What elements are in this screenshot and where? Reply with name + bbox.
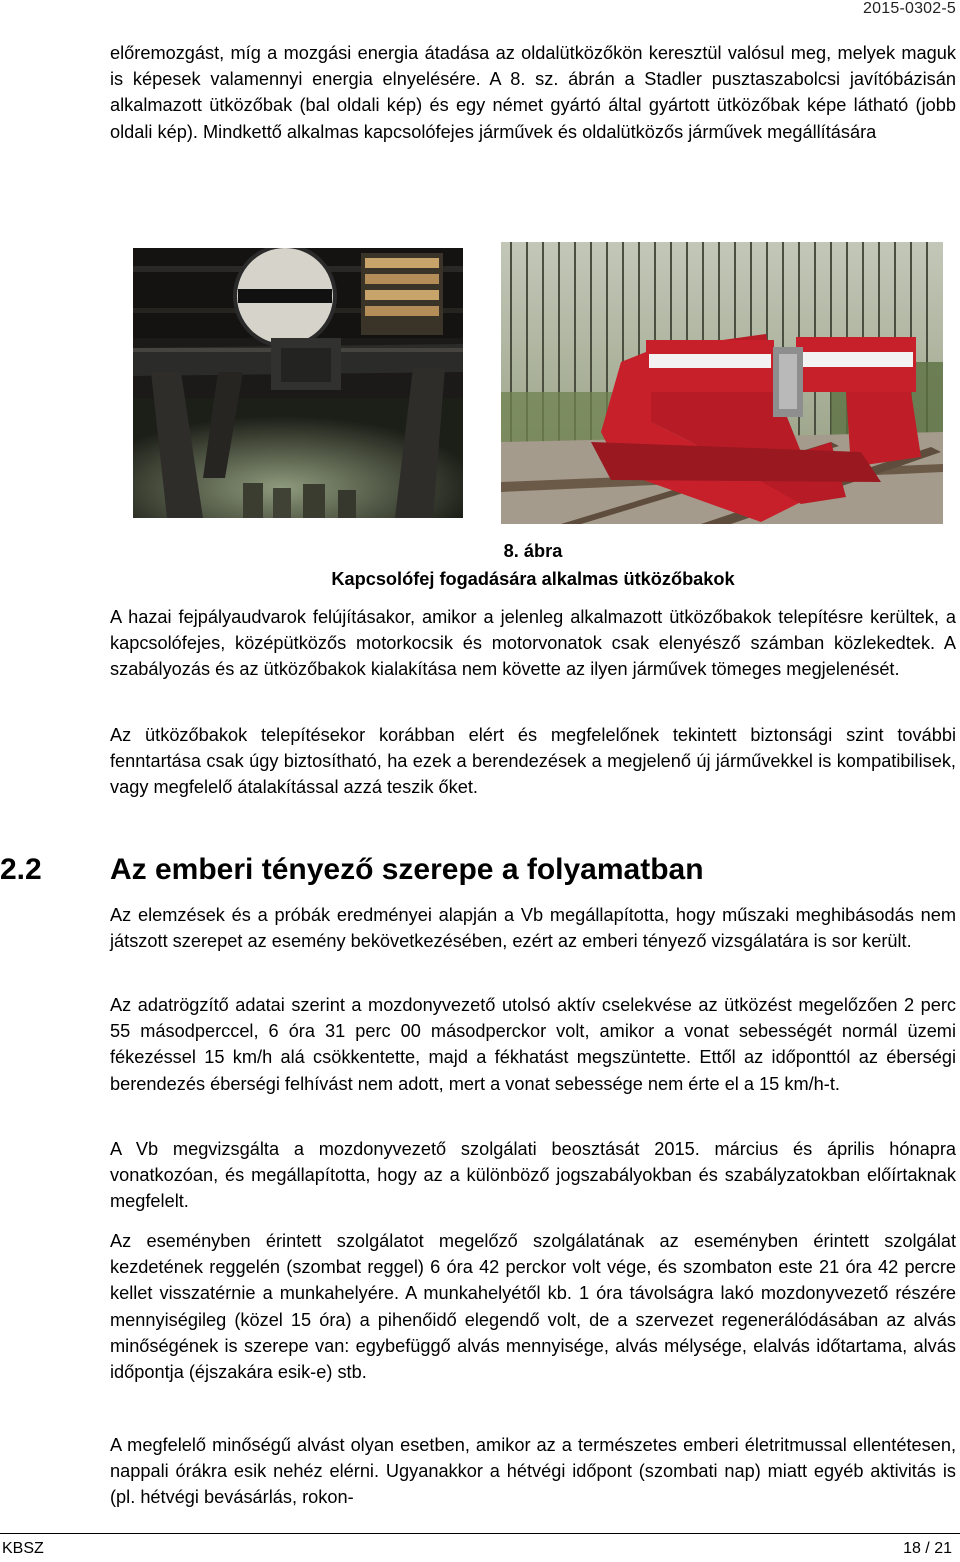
footer-org: KBSZ [2, 1540, 44, 1557]
figure-number: 8. ábra [503, 541, 563, 561]
paragraph-human-factor: Az elemzések és a próbák eredményei alapján a Vb megállapította, hogy műszaki meghibásodás nem játszott szerepet az esemény bekövetkezésében, ezért az emberi tényező vizsgálatára is sor került. [110, 905, 956, 952]
page-footer [0, 1533, 960, 1562]
paragraph-renovation: A hazai fejpályaudvarok felújításakor, amikor a jelenleg alkalmazott ütközőbakok telepítésre kerültek, a kapcsolófejes, középütközős motorkocsik és motorvonatok csak elenyésző számban közlekedtek. A szabályozás és az ütközőbakok kialakítása nem követte az ilyen járművek tömeges megjelenését. [110, 607, 956, 680]
section-title: Az emberi tényező szerepe a folyamatban [110, 853, 704, 886]
section-number: 2.2 [0, 853, 42, 886]
paragraph-sleep-quality: A megfelelő minőségű alvást olyan esetben, amikor az a természetes emberi életritmussal ellentétesen, nappali órákra esik nehéz elérni. Ugyanakkor a hétvégi időpont (szombati nap) miatt egyéb aktivitás is (pl. hétvégi bevásárlás, rokon- [110, 1435, 956, 1508]
document-id: 2015-0302-5 [863, 0, 956, 17]
paragraph-safety-level: Az ütközőbakok telepítésekor korábban elért és megfelelőnek tekintett biztonsági szint további fenntartása csak úgy biztosítható, ha ezek a berendezések a megjelenő új járművekkel is kompatibilisek, vagy megfelelő átalakítással azzá teszik őket. [110, 725, 956, 798]
paragraph-rest-period: Az eseményben érintett szolgálatot megelőző szolgálatának az eseményben érintett szolgálat kezdetének reggelén (szombat reggel) 6 óra 42 perckor volt vége, és szombaton este 21 óra 42 percre kellet visszatérnie a munkahelyére. A munkahelyétől kb. 1 óra távolságra lakó mozdonyvezető részére mennyiségileg (közel 15 óra) a pihenőidő elegendő volt, de a szervezet regenerálódásában az alvás minőségének is szerepe van: egybefüggő alvás mennyisége, alvás mélysége, elalvás időtartama, alvás időpontja (éjszakára esik-e) stb. [110, 1231, 956, 1383]
paragraph-data-recorder: Az adatrögzítő adatai szerint a mozdonyvezető utolsó aktív cselekvése az ütközést megelőzően 2 perc 55 másodperccel, 6 óra 31 perc 00 másodperckor volt, amikor a vonat sebességét normál üzemi fékezéssel 15 km/h alá csökkentette, majd a fékhatást megszüntette. Ettől az időponttól az éberségi berendezés éberségi felhívást nem adott, mert a vonat sebessége nem érte el a 15 km/h-t. [110, 995, 956, 1094]
figure-title: Kapcsolófej fogadására alkalmas ütközőbakok [331, 569, 735, 589]
paragraph-duty-roster: A Vb megvizsgálta a mozdonyvezető szolgálati beosztását 2015. március és április hónapra vonatkozóan, és megállapította, hogy az a különböző jogszabályokban és szabályzatokban előírtaknak megfelelt. [110, 1139, 956, 1212]
photo-stadler-buffer-stop [133, 248, 463, 518]
figure-photos [0, 238, 960, 528]
intro-paragraph: előremozgást, míg a mozgási energia átadása az oldalütközőkön keresztül valósul meg, melyek maguk is képesek valamennyi energia elnyelésére. A 8. sz. ábrán a Stadler pusztaszabolcsi javítóbázisán alkalmazott ütközőbak (bal oldali kép) és egy német gyártó által gyártott ütközőbak képe látható (jobb oldali kép). Mindkettő alkalmas kapcsolófejes járművek és oldalütközős járművek megállítására [110, 43, 956, 142]
page-number: 18 / 21 [903, 1540, 952, 1557]
photo-german-buffer-stop [501, 242, 943, 524]
